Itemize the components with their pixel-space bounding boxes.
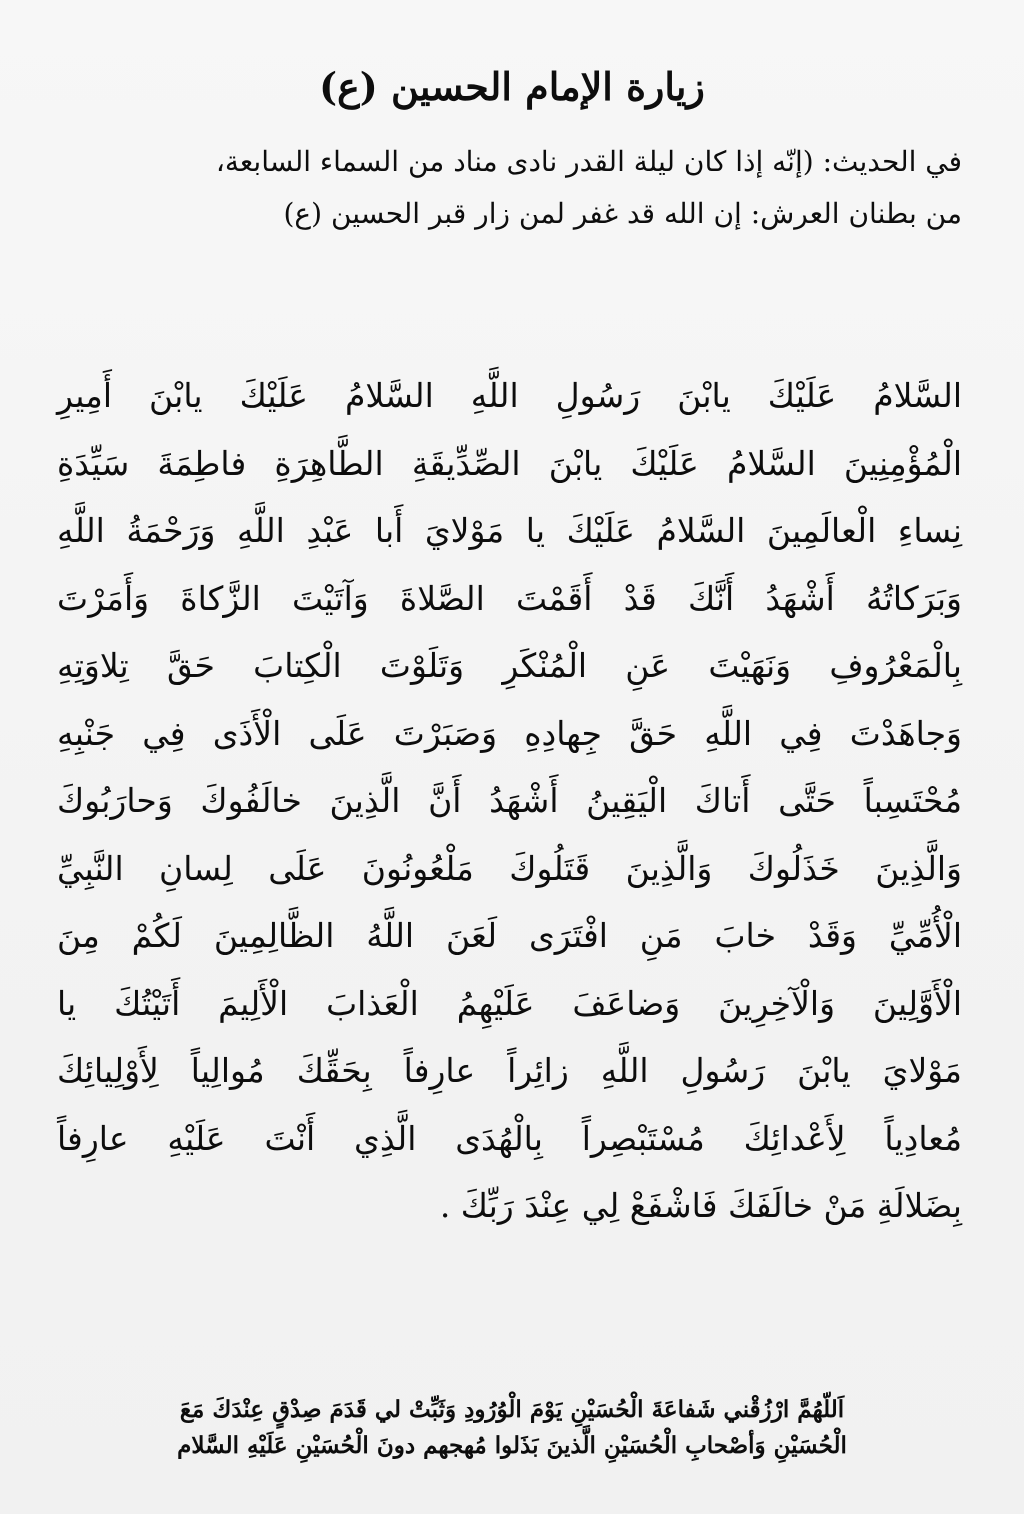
ziyara-line: بِالْمَعْرُوفِ وَنَهَيْتَ عَنِ الْمُنْكَرِ وَتَلَوْتَ الْكِتابَ حَقَّ تِلاوَتِهِ xyxy=(57,646,962,685)
hadith-line: من بطنان العرش: إن الله قد غفر لمن زار قبر الحسين (ع) xyxy=(283,197,962,230)
ziyara-line: مُعادِياً لِأَعْدائِكَ مُسْتَبْصِراً بِالْهُدَى الَّذِي أَنْتَ عَلَيْهِ عارِفاً xyxy=(57,1118,962,1158)
ziyara-line: السَّلامُ عَلَيْكَ يابْنَ رَسُولِ اللَّهِ السَّلامُ عَلَيْكَ يابْنَ أَمِيرِ xyxy=(57,376,962,415)
ziyara-line: وَجاهَدْتَ فِي اللَّهِ حَقَّ جِهادِهِ وَصَبَرْتَ عَلَى الْأَذَى فِي جَنْبِهِ xyxy=(57,713,962,753)
ziyara-line: نِساءِ الْعالَمِينَ السَّلامُ عَلَيْكَ يا مَوْلايَ أَبا عَبْدِ اللَّهِ وَرَحْمَةُ اللَّهِ xyxy=(57,511,962,550)
ziyara-line: وَالَّذِينَ خَذَلُوكَ وَالَّذِينَ قَتَلُوكَ مَلْعُونُونَ عَلَى لِسانِ النَّبِيِّ xyxy=(57,848,962,888)
ziyara-line: الْمُؤْمِنِينَ السَّلامُ عَلَيْكَ يابْنَ الصِّدِّيقَةِ الطَّاهِرَةِ فاطِمَةَ سَيِّدَةِ xyxy=(57,443,962,483)
ziyara-line: مَوْلايَ يابْنَ رَسُولِ اللَّهِ زائِراً عارِفاً بِحَقِّكَ مُوالِياً لِأَوْلِيائِكَ xyxy=(57,1051,962,1090)
dua-line: اَللّهُمَّ ارْزُقْني شَفاعَةَ الْحُسَيْنِ يَوْمَ الْوُرُودِ وَثَبِّتْ لي قَدَمَ صِدْقٍ عِنْدَكَ مَعَ xyxy=(179,1396,845,1423)
ziyara-line: بِضَلالَةِ مَنْ خالَفَكَ فَاشْفَعْ لِي عِنْدَ رَبِّكَ . xyxy=(439,1186,962,1225)
ziyara-line: وَبَرَكاتُهُ أَشْهَدُ أَنَّكَ قَدْ أَقَمْتَ الصَّلاةَ وَآتَيْتَ الزَّكاةَ وَأَمَرْتَ xyxy=(57,578,962,618)
ziyara-line: الْأُمِّيِّ وَقَدْ خابَ مَنِ افْتَرَى لَعَنَ اللَّهُ الظَّالِمِينَ لَكُمْ مِنَ xyxy=(57,916,962,955)
ziyara-line: مُحْتَسِباً حَتَّى أَتاكَ الْيَقِينُ أَشْهَدُ أَنَّ الَّذِينَ خالَفُوكَ وَحارَبُوكَ xyxy=(57,781,962,820)
ziyara-text xyxy=(57,362,962,1240)
page-title: زيارة الإمام الحسين (ع) xyxy=(319,64,705,109)
dua-line: الْحُسَيْنِ وَأصْحابِ الْحُسَيْنِ الَّذينَ بَذَلوا مُهجهم دونَ الْحُسَيْنِ عَلَيْهِ السَّلام xyxy=(177,1432,847,1459)
hadith-line: في الحديث: (إنّه إذا كان ليلة القدر نادى مناد من السماء السابعة، xyxy=(215,145,962,178)
dua-paragraph xyxy=(0,1392,1024,1464)
ziyara-line: الْأَوَّلِينَ وَالْآخِرِينَ وَضاعَفَ عَلَيْهِمُ الْعَذابَ الْأَلِيمَ أَتَيْتُكَ يا xyxy=(57,983,962,1023)
hadith-paragraph xyxy=(42,136,962,240)
